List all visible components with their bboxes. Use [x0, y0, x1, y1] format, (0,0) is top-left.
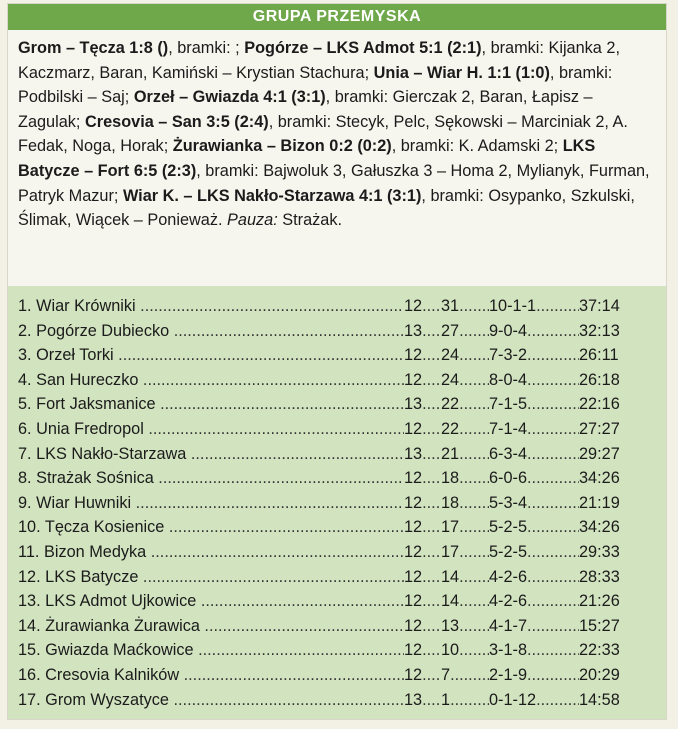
table-row — [18, 663, 658, 687]
team-name — [18, 589, 404, 613]
position: 16. — [18, 666, 41, 684]
team-label: Strażak Sośnica — [36, 469, 154, 488]
match-score: Cresovia – San 3:5 (2:4) — [84, 112, 269, 131]
games-played: 12 ..... — [404, 368, 441, 392]
goal-ratio: 20:29 — [579, 666, 620, 684]
goal-ratio: 22:33 — [579, 641, 620, 660]
goal-ratio: 27:27 — [579, 420, 620, 438]
position: 17. — [18, 690, 41, 709]
position: 3. — [18, 346, 32, 365]
games-played: 12 ..... — [404, 540, 441, 564]
team-label: Cresovia Kalników — [45, 666, 180, 684]
win-draw-loss: 5-3-4 ..... — [489, 491, 579, 515]
team-name — [18, 540, 404, 564]
pause-label: Pauza: — [227, 211, 278, 230]
win-draw-loss: 5-2-5 ..... — [489, 540, 579, 564]
goal-ratio: 14:58 — [579, 690, 620, 709]
match-score: Żurawianka – Bizon 0:2 (0:2) — [172, 137, 392, 156]
pause-team: Strażak. — [277, 211, 342, 230]
team-name — [18, 491, 404, 515]
games-played: 12 ..... — [404, 466, 441, 490]
win-draw-loss: 4-1-7 ..... — [489, 614, 579, 638]
position: 11. — [18, 543, 40, 561]
points: 21 ..... — [441, 442, 489, 466]
team-label: Grom Wyszatyce — [45, 690, 169, 709]
goal-ratio: 22:16 — [579, 395, 620, 414]
team-label: Wiar Krówniki — [36, 297, 136, 315]
standings-table — [8, 286, 666, 719]
team-label: Żurawianka Żurawica — [45, 616, 200, 635]
match-score: Unia – Wiar H. 1:1 (1:0) — [373, 63, 550, 82]
goal-ratio: 15:27 — [579, 616, 620, 635]
goal-ratio: 21:26 — [579, 592, 620, 611]
match-score: LKS Batycze – Fort 6:5 (2:3) — [18, 137, 596, 180]
table-row — [18, 343, 658, 367]
table-row — [18, 319, 658, 343]
goal-ratio: 29:27 — [579, 444, 620, 463]
points: 10 ..... — [441, 638, 489, 662]
win-draw-loss: 10-1-1 ..... — [489, 294, 579, 318]
points: 17 ..... — [441, 515, 489, 539]
team-name — [18, 319, 404, 343]
match-score: Grom – Tęcza 1:8 () — [18, 39, 169, 57]
win-draw-loss: 4-2-6 ..... — [489, 565, 579, 589]
win-draw-loss: 4-2-6 ..... — [489, 589, 579, 613]
goal-ratio: 32:13 — [579, 321, 620, 340]
table-row — [18, 614, 658, 638]
games-played: 12 ..... — [404, 589, 441, 613]
team-label: LKS Nakło-Starzawa — [36, 444, 187, 463]
team-label: Unia Fredropol — [36, 420, 144, 438]
match-score: Wiar K. – LKS Nakło-Starzawa 4:1 (3:1) — [122, 186, 422, 205]
points: 13 ..... — [441, 614, 489, 638]
scorers: , bramki: Osypanko, Szkulski, Ślimak, Wiącek – Ponieważ. — [18, 186, 635, 230]
team-name — [18, 638, 404, 662]
table-row — [18, 491, 658, 515]
points: 14 ..... — [441, 565, 489, 589]
win-draw-loss: 6-0-6 ..... — [489, 466, 579, 490]
games-played: 12 ..... — [404, 614, 441, 638]
team-name — [18, 417, 404, 441]
scorers: , bramki: Stecyk, Pelc, Sękowski – Marciniak 2, A. Fedak, Noga, Horak; — [18, 112, 628, 156]
points: 22 ..... — [441, 392, 489, 416]
team-name — [18, 343, 404, 367]
scorers: , bramki: Bajwoluk 3, Gałuszka 3 – Homa 2, Mylianyk, Furman, Patryk Mazur; — [18, 161, 650, 205]
position: 10. — [18, 518, 41, 537]
match-results-paragraph — [18, 36, 658, 233]
goal-ratio: 21:19 — [579, 493, 620, 512]
win-draw-loss: 3-1-8 ..... — [489, 638, 579, 662]
points: 7 ..... — [441, 663, 489, 687]
games-played: 13 ..... — [404, 688, 441, 712]
games-played: 12 ..... — [404, 417, 441, 441]
team-label: LKS Admot Ujkowice — [45, 592, 197, 611]
games-played: 13 ..... — [404, 319, 441, 343]
table-row — [18, 392, 658, 416]
win-draw-loss: 5-2-5 ..... — [489, 515, 579, 539]
team-label: Tęcza Kosienice — [44, 518, 165, 537]
win-draw-loss: 0-1-12 ..... — [489, 688, 579, 712]
position: 13. — [18, 592, 41, 611]
scorers: , bramki: Gierczak 2, Baran, Łapisz – Zagulak; — [18, 88, 593, 131]
table-row — [18, 417, 658, 441]
team-label: San Hureczko — [36, 370, 139, 389]
games-played: 12 ..... — [404, 294, 441, 318]
team-label: LKS Batycze — [45, 567, 139, 586]
points: 18 ..... — [441, 491, 489, 515]
team-label: Bizon Medyka — [43, 543, 147, 561]
table-row — [18, 589, 658, 613]
points: 22 ..... — [441, 417, 489, 441]
match-score: Orzeł – Gwiazda 4:1 (3:1) — [133, 88, 326, 107]
position: 15. — [18, 641, 41, 660]
goal-ratio: 37:14 — [579, 297, 620, 315]
team-name — [18, 515, 404, 539]
table-row — [18, 638, 658, 662]
games-played: 12 ..... — [404, 638, 441, 662]
goal-ratio: 26:11 — [579, 346, 619, 365]
team-name — [18, 392, 404, 416]
games-played: 12 ..... — [404, 663, 441, 687]
team-label: Wiar Huwniki — [36, 493, 132, 512]
position: 2. — [18, 321, 32, 340]
win-draw-loss: 8-0-4 ..... — [489, 368, 579, 392]
team-name — [18, 688, 404, 712]
table-row — [18, 515, 658, 539]
points: 27 ..... — [441, 319, 489, 343]
table-row — [18, 565, 658, 589]
team-name — [18, 294, 404, 318]
newspaper-clipping — [8, 4, 666, 719]
table-row — [18, 688, 658, 712]
position: 7. — [18, 444, 32, 463]
position: 12. — [18, 567, 41, 586]
goal-ratio: 34:26 — [579, 469, 620, 488]
games-played: 12 ..... — [404, 515, 441, 539]
scorers: , bramki: Kijanka 2, Kaczmarz, Baran, Kamiński – Krystian Stachura; — [18, 39, 620, 82]
scorers: , bramki: K. Adamski 2; — [391, 137, 563, 156]
team-name — [18, 368, 404, 392]
position: 6. — [18, 420, 32, 438]
points: 24 ..... — [441, 343, 489, 367]
points: 31 ..... — [441, 294, 489, 318]
games-played: 12 ..... — [404, 343, 441, 367]
win-draw-loss: 7-1-4 ..... — [489, 417, 579, 441]
team-name — [18, 614, 404, 638]
games-played: 12 ..... — [404, 491, 441, 515]
points: 1 ..... — [441, 688, 489, 712]
team-label: Gwiazda Maćkowice — [45, 641, 194, 660]
win-draw-loss: 2-1-9 ..... — [489, 663, 579, 687]
section-title: GRUPA PRZEMYSKA — [252, 8, 422, 25]
points: 24 ..... — [441, 368, 489, 392]
table-row — [18, 368, 658, 392]
goal-ratio: 26:18 — [579, 370, 620, 389]
team-name — [18, 565, 404, 589]
points: 14 ..... — [441, 589, 489, 613]
games-played: 12 ..... — [404, 565, 441, 589]
table-row — [18, 442, 658, 466]
table-row — [18, 540, 658, 564]
table-row — [18, 466, 658, 490]
win-draw-loss: 6-3-4 ..... — [489, 442, 579, 466]
team-name — [18, 466, 404, 490]
position: 5. — [18, 395, 32, 414]
scorers: , bramki: Podbilski – Saj; — [18, 63, 613, 107]
team-label: Orzeł Torki — [36, 346, 114, 365]
position: 14. — [18, 616, 41, 635]
table-row — [18, 294, 658, 318]
scorers: , bramki: ; — [168, 39, 245, 57]
win-draw-loss: 7-3-2 ..... — [489, 343, 579, 367]
games-played: 13 ..... — [404, 442, 441, 466]
team-label: Pogórze Dubiecko — [36, 321, 170, 340]
goal-ratio: 29:33 — [579, 543, 620, 561]
points: 18 ..... — [441, 466, 489, 490]
match-score: Pogórze – LKS Admot 5:1 (2:1) — [244, 39, 482, 57]
position: 1. — [18, 297, 32, 315]
win-draw-loss: 9-0-4 ..... — [489, 319, 579, 343]
position: 4. — [18, 370, 32, 389]
position: 8. — [18, 469, 32, 488]
position: 9. — [18, 493, 32, 512]
points: 17 ..... — [441, 540, 489, 564]
win-draw-loss: 7-1-5 ..... — [489, 392, 579, 416]
section-header — [8, 4, 666, 30]
goal-ratio: 34:26 — [579, 518, 620, 537]
team-name — [18, 442, 404, 466]
team-label: Fort Jaksmanice — [36, 395, 156, 414]
goal-ratio: 28:33 — [579, 567, 620, 586]
games-played: 13 ..... — [404, 392, 441, 416]
team-name — [18, 663, 404, 687]
